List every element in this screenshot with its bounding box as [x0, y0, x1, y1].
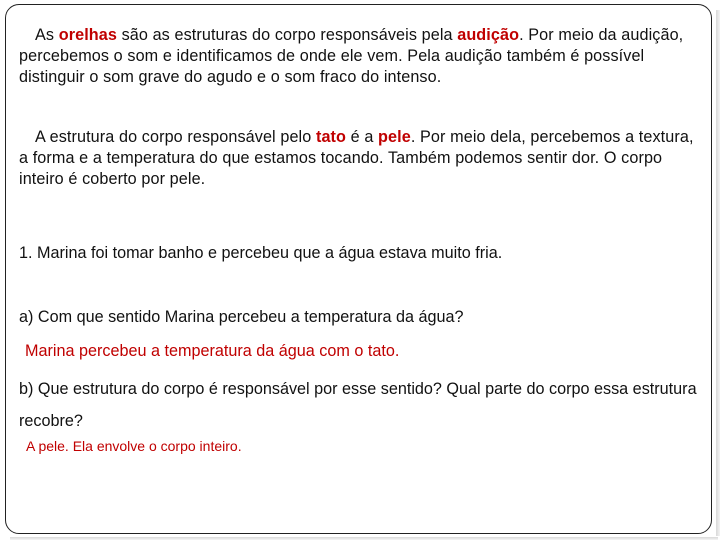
- keyword-orelhas: orelhas: [58, 26, 117, 44]
- paragraph-touch-text-2: é a: [346, 128, 379, 146]
- keyword-tato: tato: [315, 128, 347, 146]
- question-b: b) Que estrutura do corpo é responsável por esse sentido? Qual parte do corpo essa estrutura recobre?: [19, 380, 697, 430]
- paragraph-hearing-text-3: . Por meio da audição, percebemos o som e identificamos de onde ele vem. Pela audição também é possível distinguir o som grave do agudo e o som fraco do intenso.: [19, 26, 684, 86]
- answer-b: A pele. Ela envolve o corpo inteiro.: [26, 438, 242, 454]
- question-a: a) Com que sentido Marina percebeu a temperatura da água?: [19, 308, 464, 326]
- keyword-audicao: audição: [457, 26, 520, 44]
- paragraph-hearing-text-1: As: [35, 26, 59, 44]
- paragraph-touch: [19, 127, 703, 190]
- slide-frame: [5, 4, 712, 534]
- paragraph-touch-text-3: . Por meio dela, percebemos a textura, a forma e a temperatura do que estamos tocando. Também podemos sentir dor. O corpo inteiro é coberto por pele.: [19, 128, 694, 188]
- answer-a: Marina percebeu a temperatura da água com o tato.: [25, 342, 400, 360]
- keyword-pele: pele: [378, 128, 411, 146]
- paragraph-hearing: [19, 25, 703, 88]
- paragraph-touch-text-1: A estrutura do corpo responsável pelo: [35, 128, 316, 146]
- slide-shadow-right: [716, 10, 720, 536]
- question-1: 1. Marina foi tomar banho e percebeu que a água estava muito fria.: [19, 244, 503, 262]
- paragraph-hearing-text-2: são as estruturas do corpo responsáveis pela: [116, 26, 458, 44]
